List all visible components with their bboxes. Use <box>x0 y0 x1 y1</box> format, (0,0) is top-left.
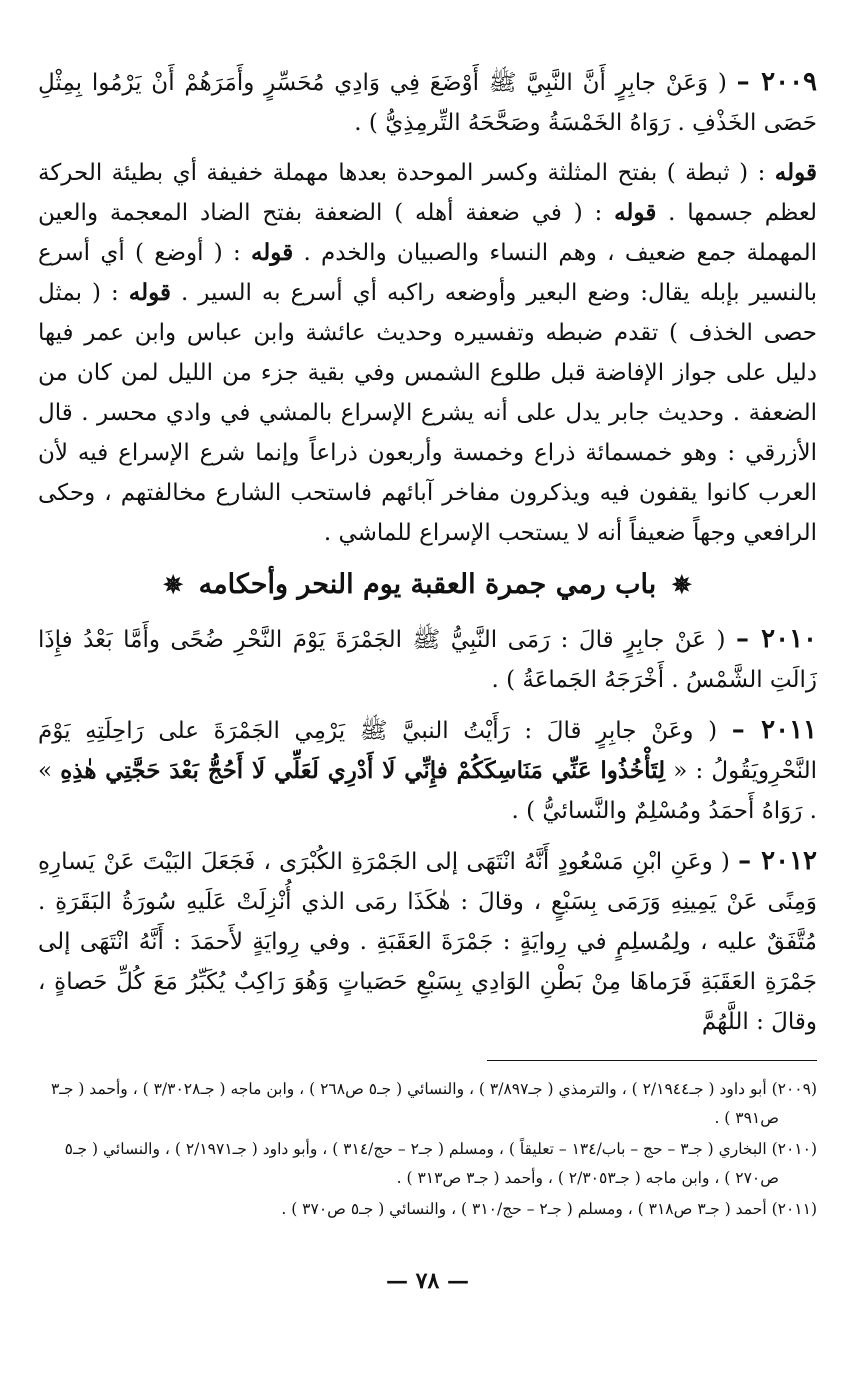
hadith-text: ( وعَنِ ابْنِ مَسْعُودٍ أَنَّهُ انْتَهَى إلى الجَمْرَةِ الكُبْرَى ، فَجَعَلَ البَيْتَ عَنْ يَسارِهِ وَمِنًى عَنْ يَمِينِهِ وَرَمَى بِسَبْعٍ ، وقالَ : هٰكَذَا رمَى الذي أُنْزِلَتْ عَلَيهِ سُورَةُ البَقَرَةِ . مُتَّفَقٌ عليه ، ولِمُسلِمٍ في رِوايَةٍ : جَمْرَةَ العَقَبَةِ . وفي رِوايَةٍ لأَحمَدَ : أَنَّهُ انْتَهَى إلى جَمْرَةِ العَقَبَةِ فَرَماهَا مِنْ بَطْنِ الوَادِي بِسَبْعِ حَصَياتٍ وَهُوَ رَاكِبٌ يُكَبِّرُ مَعَ كُلِّ حَصاةٍ ، وقالَ : اللَّهُمَّ <box>38 849 817 1035</box>
hadith-number: ٢٠١١ – <box>731 715 817 745</box>
commentary-paragraph <box>38 153 817 553</box>
footnote-divider <box>487 1060 817 1061</box>
hadith-2009 <box>38 62 817 143</box>
footnote: (٢٠٠٩) أبو داود ( جـ٢/١٩٤٤ ) ، والترمذي ( جـ٣/٨٩٧ ) ، والنسائي ( جـ٥ ص٢٦٨ ) ، وابن ماجه ( جـ٣/٣٠٢٨ ) ، وأحمد ( جـ٣ ص٣٩١ ) . <box>50 1080 817 1127</box>
hadith-number: ٢٠١٢ – <box>738 846 818 876</box>
star-ornament-icon: ✵ <box>163 570 184 599</box>
commentary-keyword: قوله <box>250 239 294 266</box>
star-ornament-icon: ✵ <box>671 570 692 599</box>
hadith-2010 <box>38 619 817 700</box>
commentary-keyword: قوله <box>614 199 657 226</box>
footnote: (٢٠١٠) البخاري ( جـ٣ – حج – باب/١٣٤ – تعليقاً ) ، ومسلم ( جـ٢ – حج/٣١٤ ) ، وأبو داود ( جـ٢/١٩٧١ ) ، والنسائي ( جـ٥ ص٢٧٠ ) ، وابن ماجه ( جـ٢/٣٠٥٣ ) ، وأحمد ( جـ٣ ص٣١٣ ) . <box>64 1140 817 1187</box>
section-title: باب رمي جمرة العقبة يوم النحر وأحكامه <box>198 569 657 600</box>
hadith-2011 <box>38 710 817 831</box>
page-number: — ٧٨ — <box>386 1268 469 1294</box>
footnote: (٢٠١١) أحمد ( جـ٣ ص٣١٨ ) ، ومسلم ( جـ٢ – حج/٣١٠ ) ، والنسائي ( جـ٥ ص٣٧٠ ) . <box>281 1200 817 1218</box>
commentary-keyword: قوله <box>128 279 171 306</box>
hadith-number: ٢٠٠٩ – <box>736 67 818 97</box>
commentary-text: : ( ثبطة ) بفتح المثلثة وكسر الموحدة بعدها مهملة خفيفة أي بطيئة الحركة لعظم جسمها . <box>38 160 818 226</box>
hadith-text: ( عَنْ جابِرٍ قالَ : رَمَى النَّبِيُّ ﷺ الجَمْرَةَ يَوْمَ النَّحْرِ ضُحًى وأَمَّا بَعْدُ فإِذَا زَالَتِ الشَّمْسُ . أَخْرَجَهُ الجَماعَةُ ) . <box>38 627 817 693</box>
commentary-text: : ( أوضع ) أي أسرع بالنسير بإبله يقال: وضع البعير وأوضعه راكبه أي أسرع به السير . <box>38 240 818 306</box>
section-heading <box>38 563 817 607</box>
hadith-text: ( وعَنْ جابِرٍ قالَ : رَأَيْتُ النبيَّ ﷺ يَرْمِي الجَمْرَةَ على رَاحِلَتِهِ يَوْمَ النَّحْرِويَقُولُ : « <box>38 718 817 784</box>
commentary-text: : ( في ضعفة أهله ) الضعفة بفتح الضاد المعجمة والعين المهملة جمع ضعيف ، وهم النساء والصبيان والخدم . <box>38 200 818 266</box>
hadith-2012 <box>38 841 817 1042</box>
hadith-text: ( وَعَنْ جابِرٍ أَنَّ النَّبِيَّ ﷺ أَوْضَعَ فِي وَادِي مُحَسِّرٍ وأَمَرَهُمْ أَنْ يَرْمُوا بِمِثْلِ حَصَى الخَذْفِ . رَوَاهُ الخَمْسَةُ وصَحَّحَهُ التِّرمِذِيُّ ) . <box>38 70 817 136</box>
commentary-keyword: قوله <box>774 159 817 186</box>
commentary-text: : ( بمثل حصى الخذف ) تقدم ضبطه وتفسيره وحديث عائشة وابن عباس وابن عمر فيها دليل على جواز الإفاضة قبل طلوع الشمس وفي بقية جزء من الليل لمن كان من الضعفة . وحديث جابر يدل على أنه يشرع الإسراع بالمشي في وادي محسر . قال الأزرقي : وهو خمسمائة ذراع وخمسة وأربعون ذراعاً وإنما شرع الإسراع فيه لأن العرب كانوا يقفون فيه ويذكرون مفاخر آبائهم فاستحب الشارع مخالفتهم ، وحكى الرافعي وجهاً ضعيفاً أنه لا يستحب الإسراع للماشي . <box>38 280 817 546</box>
hadith-text: » . رَوَاهُ أَحمَدُ ومُسْلِمٌ والنَّسائيُّ ) . <box>38 758 817 824</box>
prophetic-quote: لِتَأْخُذُوا عَنِّي مَنَاسِكَكُمْ فإِنِّي لَا أَدْرِي لَعَلِّي لَا أَحُجُّ بَعْدَ حَجَّتِي هٰذِهِ <box>60 757 666 784</box>
hadith-number: ٢٠١٠ – <box>735 624 817 654</box>
